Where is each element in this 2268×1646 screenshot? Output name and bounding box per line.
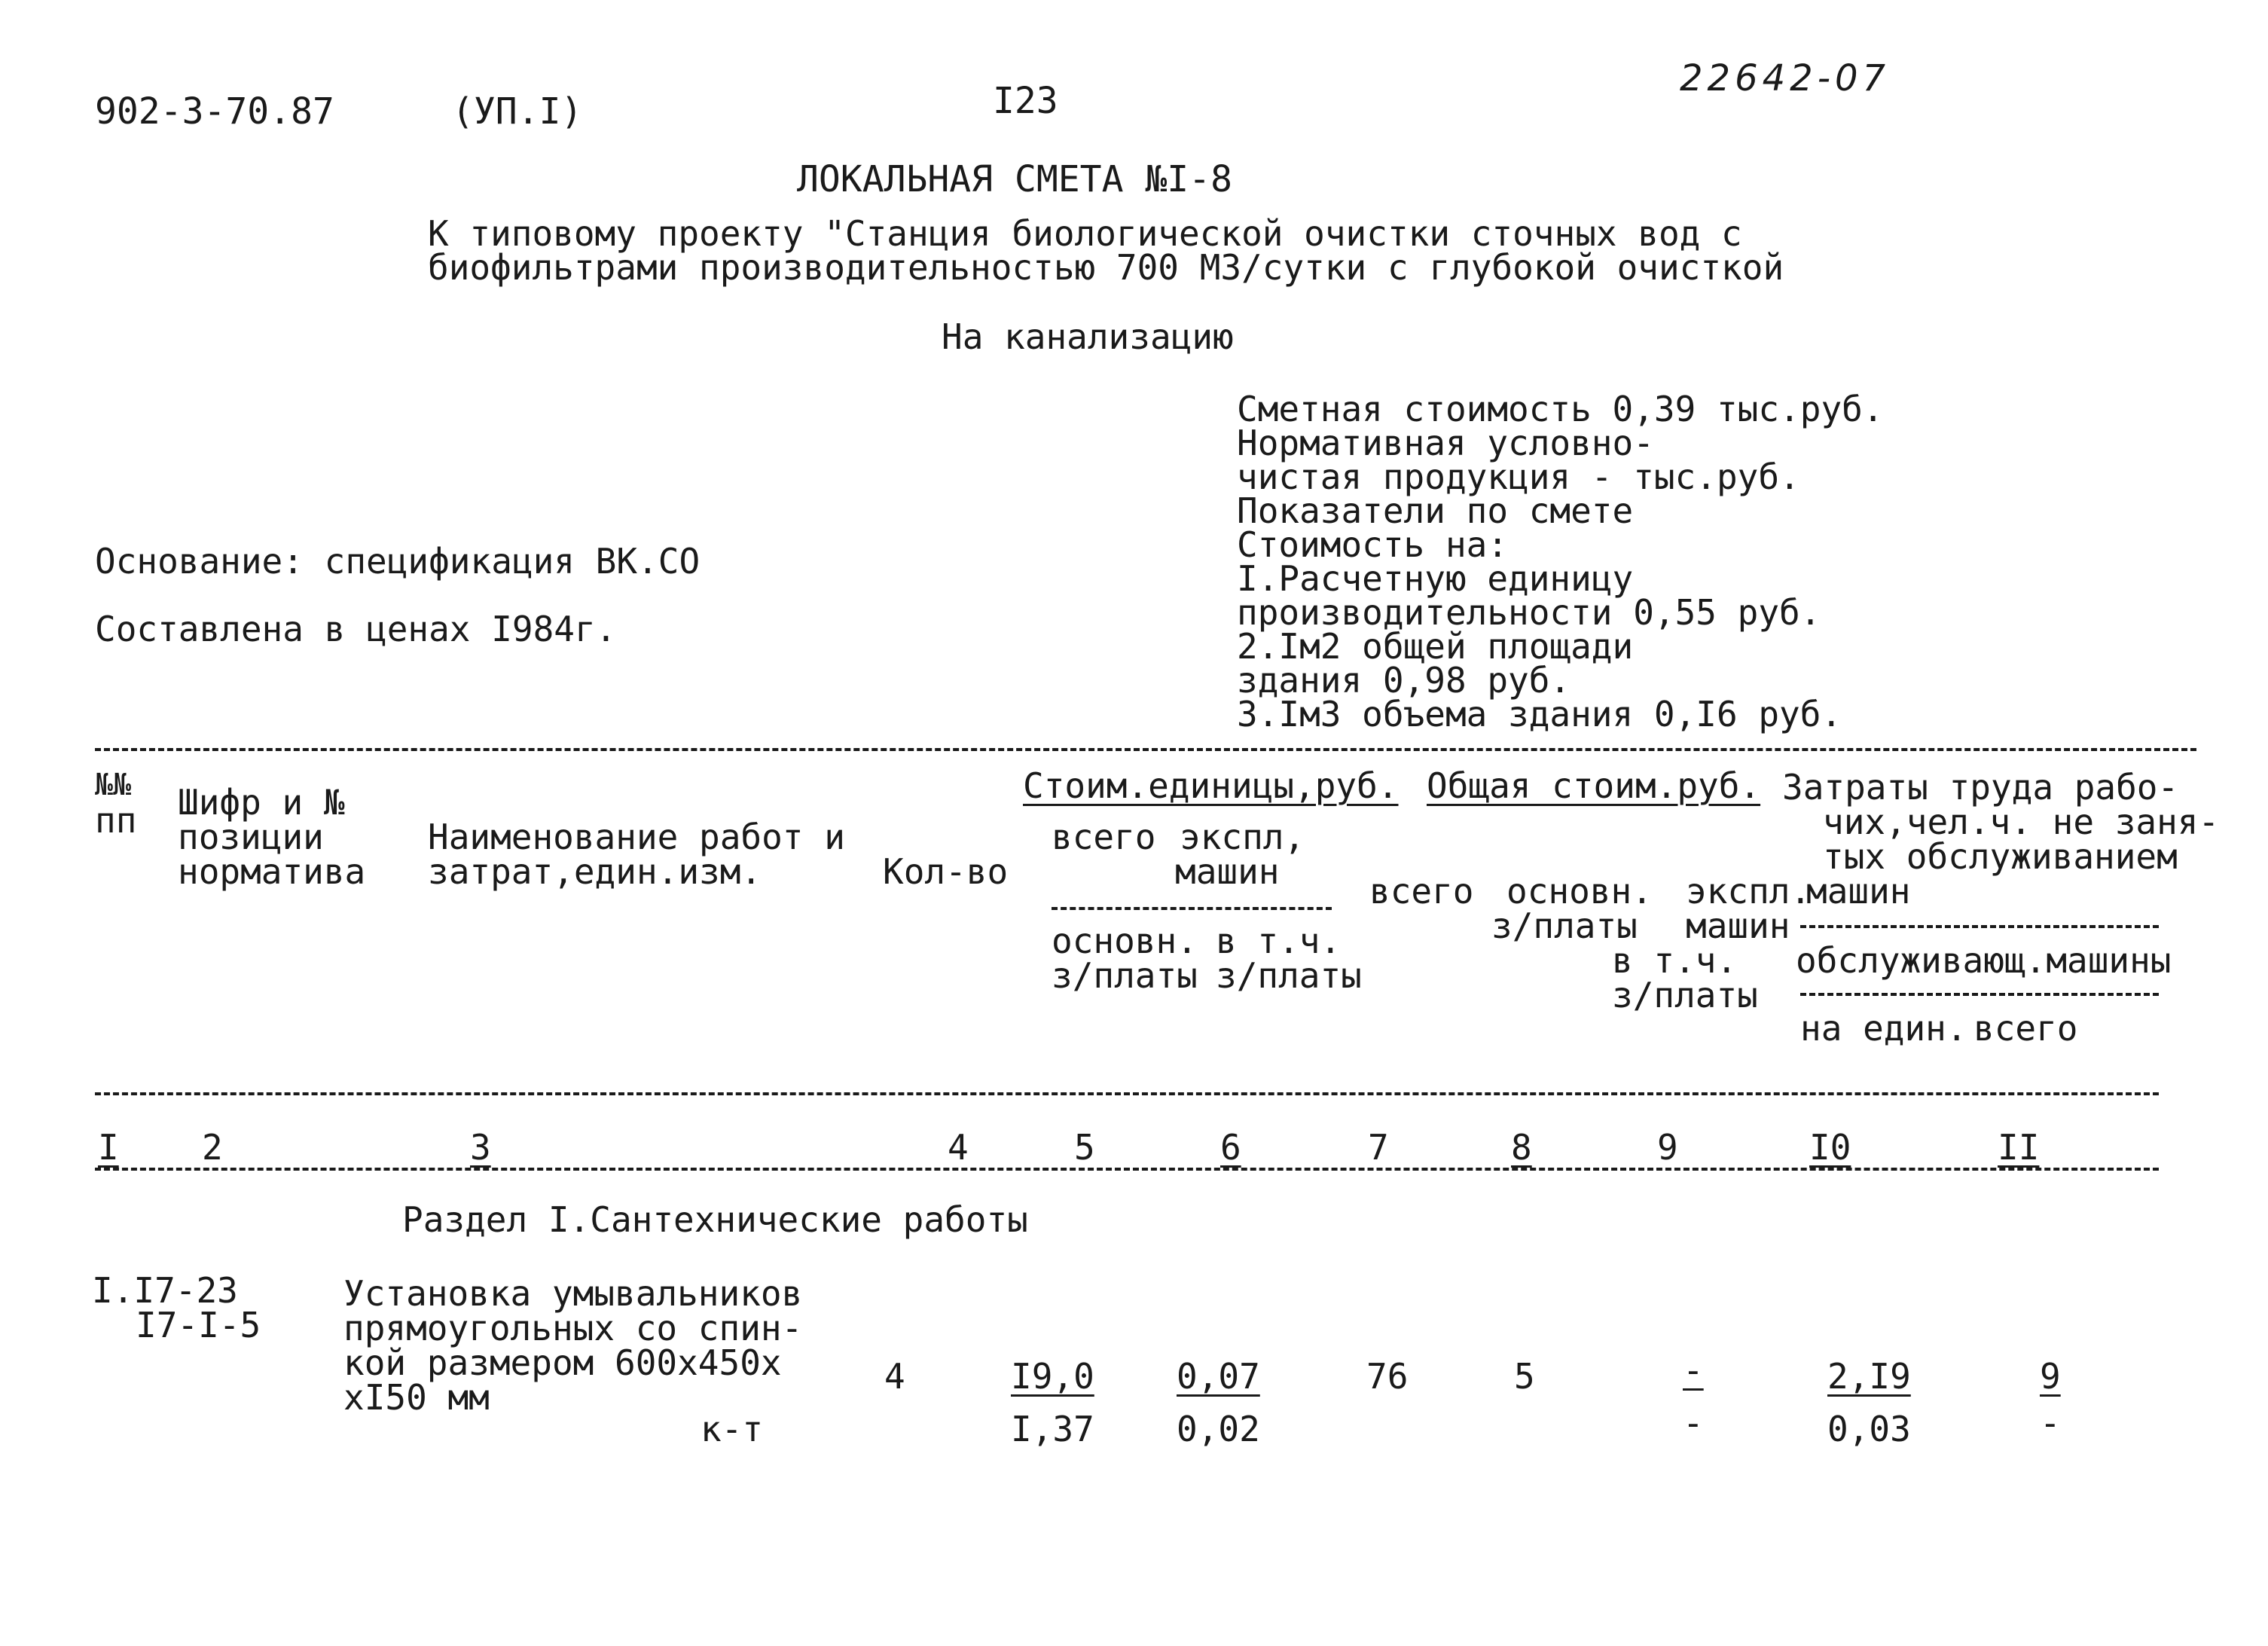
summary-line: Нормативная условно- bbox=[1237, 423, 1654, 463]
column-number: 8 bbox=[1511, 1127, 1532, 1168]
column-number: II bbox=[1998, 1127, 2040, 1168]
header-row-number: №№ bbox=[95, 768, 132, 802]
column-number: 6 bbox=[1220, 1127, 1241, 1168]
header-total-cost-wage: з/платы bbox=[1491, 905, 1638, 946]
labor-total: 9 bbox=[2040, 1356, 2061, 1397]
header-labor-per-unit: на един. bbox=[1800, 1008, 1967, 1049]
work-name-line: кой размером 600х450х bbox=[343, 1342, 782, 1383]
summary-line: 3.Iм3 объема здания 0,I6 руб. bbox=[1237, 694, 1842, 734]
summary-line: производительности 0,55 руб. bbox=[1237, 592, 1821, 633]
header-quantity: Кол-во bbox=[883, 851, 1009, 892]
summary-line: I.Расчетную единицу bbox=[1237, 558, 1634, 599]
header-labor-cost: машин bbox=[1806, 871, 1911, 912]
header-total-cost-machine: машин bbox=[1686, 905, 1790, 946]
header-total-cost-machine-wage: з/платы bbox=[1612, 975, 1758, 1015]
summary-line: здания 0,98 руб. bbox=[1237, 660, 1571, 701]
header-total-cost-wage: основн. bbox=[1506, 871, 1653, 912]
header-total-cost-machine: экспл. bbox=[1686, 871, 1812, 912]
summary-line: Сметная стоимость 0,39 тыс.руб. bbox=[1237, 389, 1884, 429]
table-header-rule bbox=[95, 1092, 2159, 1095]
column-number: I bbox=[98, 1127, 119, 1168]
summary-line: Показатели по смете bbox=[1237, 490, 1634, 531]
work-name-line: прямоугольных со спин- bbox=[343, 1308, 803, 1348]
document-code: 902-3-70.87 bbox=[95, 90, 334, 133]
estimate-object: На канализацию bbox=[942, 316, 1234, 357]
column-number: 4 bbox=[948, 1127, 969, 1168]
header-unit-cost-machine: экспл, bbox=[1180, 817, 1305, 857]
column-number: I0 bbox=[1809, 1127, 1851, 1168]
estimate-title: ЛОКАЛЬНАЯ СМЕТА №I-8 bbox=[797, 158, 1232, 200]
row-number: I.I7-23 bbox=[92, 1270, 238, 1311]
quantity: 4 bbox=[884, 1356, 905, 1397]
header-unit-cost-machine-wage: з/платы bbox=[1216, 955, 1362, 996]
norm-code: I7-I-5 bbox=[136, 1305, 261, 1345]
column-number: 2 bbox=[202, 1127, 223, 1168]
header-labor-cost: чих,чел.ч. не заня- bbox=[1823, 802, 2220, 842]
header-total-cost: Общая стоим.руб. bbox=[1427, 765, 1761, 806]
unit-cost-machine: 0,07 bbox=[1177, 1356, 1260, 1397]
header-norm-code: норматива bbox=[178, 851, 366, 892]
labor-per-unit: 2,I9 bbox=[1827, 1356, 1911, 1397]
header-norm-code: Шифр и № bbox=[178, 782, 345, 823]
column-number: 3 bbox=[470, 1127, 491, 1168]
section-title: Раздел I.Сантехнические работы bbox=[402, 1199, 1028, 1240]
unit-cost-wage: I,37 bbox=[1011, 1409, 1094, 1449]
header-divider bbox=[1800, 993, 2159, 996]
header-work-name: затрат,един.изм. bbox=[428, 851, 762, 892]
work-name-line: хI50 мм bbox=[343, 1377, 490, 1418]
column-number: 7 bbox=[1368, 1127, 1389, 1168]
page-number: I23 bbox=[993, 80, 1058, 122]
header-unit-cost-wage: основн. bbox=[1052, 921, 1198, 961]
labor-total-machine: - bbox=[2040, 1403, 2061, 1443]
total-cost-machine-wage: - bbox=[1683, 1403, 1704, 1443]
column-number-rule bbox=[95, 1168, 2159, 1171]
labor-per-unit-machine: 0,03 bbox=[1827, 1409, 1911, 1449]
header-unit-cost-machine-wage: в т.ч. bbox=[1216, 921, 1342, 961]
summary-line: Стоимость на: bbox=[1237, 524, 1509, 565]
work-name-line: Установка умывальников bbox=[343, 1273, 803, 1314]
price-level-text: Составлена в ценах I984г. bbox=[95, 609, 617, 649]
total-cost: 76 bbox=[1366, 1356, 1409, 1397]
project-line-1: К типовому проекту "Станция биологической очистки сточных вод с bbox=[428, 213, 1742, 254]
header-unit-cost-wage: з/платы bbox=[1052, 955, 1198, 996]
unit-of-measure: к-т bbox=[701, 1409, 764, 1449]
header-unit-cost-total: всего bbox=[1052, 817, 1156, 857]
total-cost-machine: - bbox=[1683, 1350, 1704, 1391]
table-top-rule bbox=[95, 748, 2196, 751]
header-total-cost-machine-wage: в т.ч. bbox=[1612, 940, 1738, 981]
header-unit-cost: Стоим.единицы,руб. bbox=[1023, 765, 1399, 806]
handwritten-stamp-number: 22642-07 bbox=[1680, 57, 1891, 99]
header-labor-machine: обслуживающ.машины bbox=[1796, 940, 2172, 981]
header-labor-total: всего bbox=[1973, 1008, 2078, 1049]
unit-cost-machine-wage: 0,02 bbox=[1177, 1409, 1260, 1449]
column-number: 5 bbox=[1074, 1127, 1095, 1168]
header-labor-cost: Затраты труда рабо- bbox=[1782, 767, 2179, 808]
header-row-number: пп bbox=[95, 800, 137, 841]
summary-line: 2.Iм2 общей площади bbox=[1237, 626, 1634, 667]
header-total-cost-total: всего bbox=[1369, 871, 1474, 912]
header-labor-cost: тых обслуживанием bbox=[1823, 836, 2178, 877]
album-number: (УП.I) bbox=[452, 90, 583, 133]
header-work-name: Наименование работ и bbox=[428, 817, 845, 857]
column-number: 9 bbox=[1657, 1127, 1678, 1168]
basis-text: Основание: спецификация ВК.СО bbox=[95, 541, 701, 582]
header-unit-cost-machine: машин bbox=[1175, 851, 1280, 892]
summary-line: чистая продукция - тыс.руб. bbox=[1237, 457, 1800, 497]
header-divider bbox=[1052, 907, 1332, 910]
total-cost-wage: 5 bbox=[1514, 1356, 1535, 1397]
unit-cost-total: I9,0 bbox=[1011, 1356, 1094, 1397]
header-divider bbox=[1800, 925, 2159, 928]
header-norm-code: позиции bbox=[178, 817, 324, 857]
project-line-2: биофильтрами производительностью 700 М3/сутки с глубокой очисткой bbox=[428, 247, 1784, 288]
